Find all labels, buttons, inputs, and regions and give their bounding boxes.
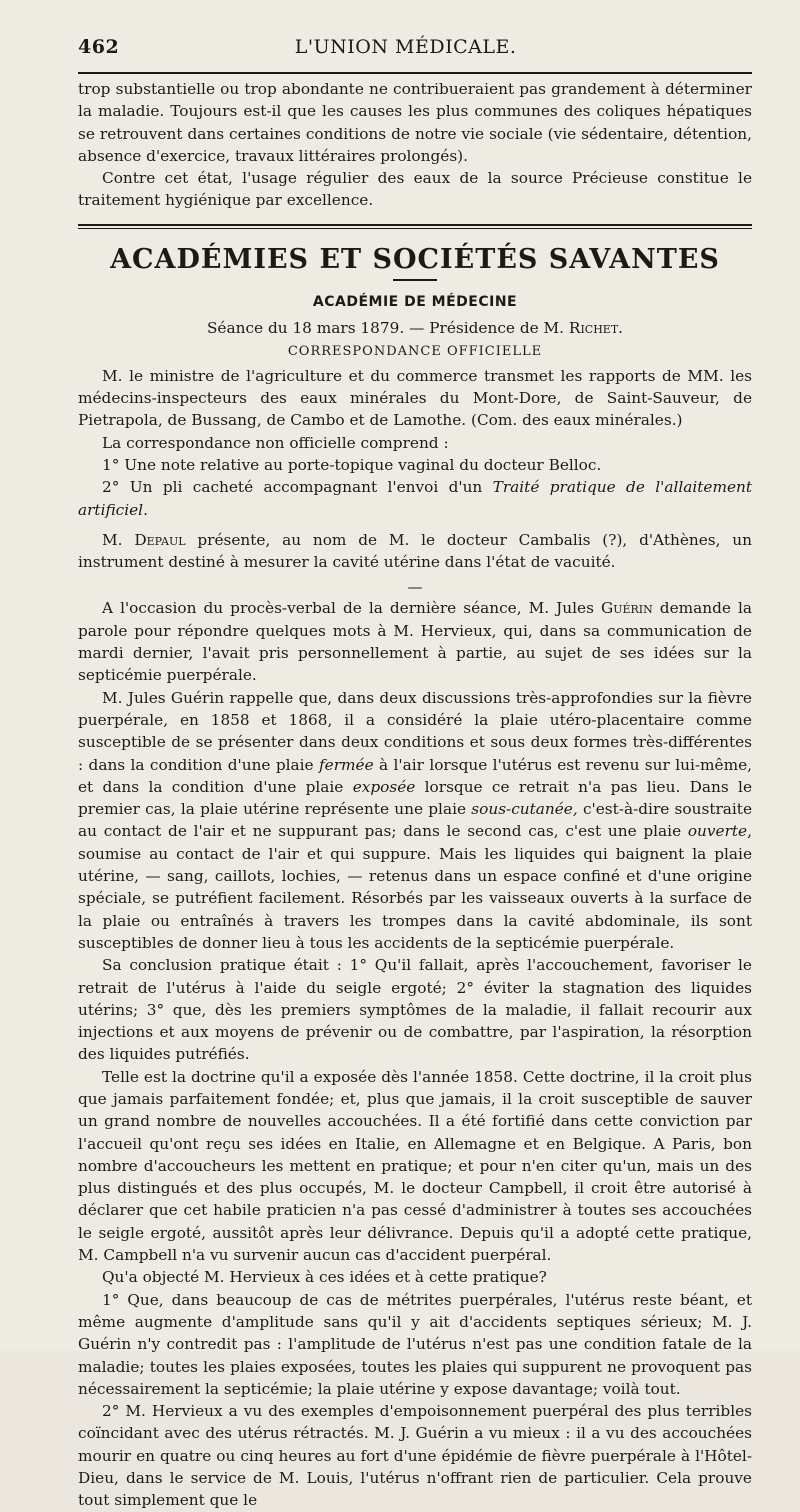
question-paragraph: Qu'a objecté M. Hervieux à ces idées et à cette pratique?: [102, 1268, 547, 1287]
guerin-2-c: lorsque ce retrait n'a pas lieu. Dans le premier cas, la plaie utérine représente une plaie: [78, 777, 752, 819]
journal-title: L'UNION MÉDICALE.: [294, 36, 517, 58]
guerin-2-b: à l'air lorsque l'utérus est revenu sur lui-même, et dans la condition d'une plaie: [78, 755, 752, 796]
term-exposee: exposée: [352, 777, 416, 796]
page-number: 462: [78, 36, 120, 58]
session-suffix: .: [618, 318, 624, 337]
spacer: [78, 521, 752, 529]
depaul-name: Depaul: [134, 530, 186, 549]
minister-paragraph: M. le ministre de l'agriculture et du commerce transmet les rapports de MM. les médecins-inspecteurs des eaux minérales du Mont-Dore, de Saint-Sauveur, de Pietrapola, de Bussang, de Cambo et de Lamothe. (Com. des eaux minérales.): [78, 366, 752, 430]
item-2-text: 2° Un pli cacheté accompagnant l'envoi d'un: [102, 478, 493, 497]
correspondence-heading: CORRESPONDANCE OFFICIELLE: [287, 343, 543, 359]
conclusion-paragraph: Sa conclusion pratique était : 1° Qu'il fallait, après l'accouchement, favoriser le retrait de l'utérus à l'aide du seigle ergoté; 2° éviter la stagnation des liquides utérins; 3° que, dès les premiers symptômes de la maladie, il fallait recourir aux injections et aux moyens de prévenir ou de combattre, par l'aspiration, la résorption des liquides putréfiés.: [78, 956, 752, 1064]
header-rule: [78, 72, 752, 74]
guerin-paragraph-2: [78, 687, 752, 955]
academy-heading: ACADÉMIE DE MÉDECINE: [312, 293, 518, 310]
guerin-2-d: c'est-à-dire soustraite au contact de l'air et ne suppurant pas; dans le second cas, c'est une plaie: [78, 800, 752, 841]
intro-paragraph-1: trop substantielle ou trop abondante ne contribueraient pas grandement à déterminer la maladie. Toujours est-il que les causes les plus communes des coliques hépatiques se retrouvent dans certaines conditions de notre vie sociale (vie sédentaire, détention, absence d'exercice, travaux littéraires prolongés).: [78, 80, 752, 165]
session-line: [78, 317, 752, 339]
guerin-2-a: M. Jules Guérin rappelle que, dans deux discussions très-approfondies sur la fièvre puerpérale, en 1858 et 1868, il a considéré la plaie utéro-placentaire comme susceptible de se présenter dans deux conditions et sous deux formes très-différentes : dans la condition d'une plaie: [78, 688, 752, 774]
guerin-1-prefix: A l'occasion du procès-verbal de la dernière séance, M. Jules: [102, 599, 601, 618]
item-2-title: Traité pratique de l'allaitement artificiel.: [78, 478, 753, 519]
correspondence-item-1: 1° Une note relative au porte-topique vaginal du docteur Belloc.: [102, 455, 602, 474]
title-rule: [393, 279, 437, 281]
intro-paragraph-2: Contre cet état, l'usage régulier des eaux de la source Précieuse constitue le traitement hygiénique par excellence.: [78, 169, 752, 210]
guerin-2-e: , soumise au contact de l'air et qui suppure. Mais les liquides qui baignent la plaie utérine, — sang, caillots, lochies, — retenus dans un espace confiné et d'une origine spéciale, se putréfient facilement. Résorbés par les vaisseaux ouverts à la surface de la plaie ou entraînés à travers les trompes dans la cavité abdominale, ils sont susceptibles de donner lieu à tous les accidents de la septicémie puerpérale.: [78, 822, 752, 952]
guerin-paragraph-1: [78, 597, 752, 686]
guerin-1-text: demande la parole pour répondre quelques mots à M. Hervieux, qui, dans sa communication de mardi dernier, l'avait pris personnellement à partie, au sujet de ses idées sur la septicémie puerpérale.: [78, 599, 753, 685]
separator-dash: —: [407, 578, 423, 597]
running-head: [78, 34, 752, 60]
session-president: Richet: [568, 318, 619, 337]
session-prefix: Séance du 18 mars 1879. — Présidence de M.: [206, 318, 569, 337]
depaul-prefix: M.: [102, 530, 135, 549]
doctrine-paragraph: Telle est la doctrine qu'il a exposée dès l'année 1858. Cette doctrine, il la croit plus que jamais parfaitement fondée; et, plus que jamais, il la croit susceptible de sauver un grand nombre de nouvelles accouchées. Il a été fortifié dans cette conviction par l'accueil qu'ont reçu ses idées en Italie, en Allemagne et en Belgique. A Paris, bon nombre d'accoucheurs les mettent en pratique; et pour n'en citer qu'un, mais un des plus distingués et des plus occupés, M. le docteur Campbell, il croit être autorisé à déclarer que cet habile praticien n'a pas cessé d'administrer à toutes ses accouchées le seigle ergoté, aussitôt après leur délivrance. Depuis qu'il a adopté cette pratique, M. Campbell n'a vu survenir aucun cas d'accident puerpéral.: [78, 1067, 752, 1265]
point-2-paragraph: 2° M. Hervieux a vu des exemples d'empoisonnement puerpéral des plus terribles coïncidant avec des utérus rétractés. M. J. Guérin a vu mieux : il a vu des accouchées mourir en quatre ou cinq heures au fort d'une épidémie de fièvre puerpérale à l'Hôtel-Dieu, dans le service de M. Louis, l'utérus n'offrant rien de particulier. Cela prouve tout simplement que le: [78, 1402, 752, 1510]
section-divider: [78, 224, 752, 229]
section-title: ACADÉMIES ET SOCIÉTÉS SAVANTES: [110, 243, 720, 275]
term-sous-cutanee: sous-cutanée,: [471, 800, 578, 819]
point-1-paragraph: 1° Que, dans beaucoup de cas de métrites puerpérales, l'utérus reste béant, et même augmente d'amplitude sans qu'il y ait d'accidents septiques sérieux; M. J. Guérin n'y contredit pas : l'amplitude de l'utérus n'est pas une condition fatale de la maladie; toutes les plaies exposées, toutes les plaies qui suppurent ne provoquent pas nécessairement la septicémie; la plaie utérine y expose davantage; voilà tout.: [78, 1290, 752, 1398]
term-fermee: fermée: [319, 755, 374, 774]
depaul-paragraph: [78, 529, 752, 574]
nonofficial-paragraph: La correspondance non officielle comprend :: [102, 433, 449, 452]
correspondence-item-2: [78, 476, 752, 521]
guerin-name: Guérin: [600, 599, 653, 618]
term-ouverte: ouverte: [687, 822, 748, 841]
depaul-text: présente, au nom de M. le docteur Cambalis (?), d'Athènes, un instrument destiné à mesurer la cavité utérine dans l'état de vacuité.: [78, 530, 753, 572]
